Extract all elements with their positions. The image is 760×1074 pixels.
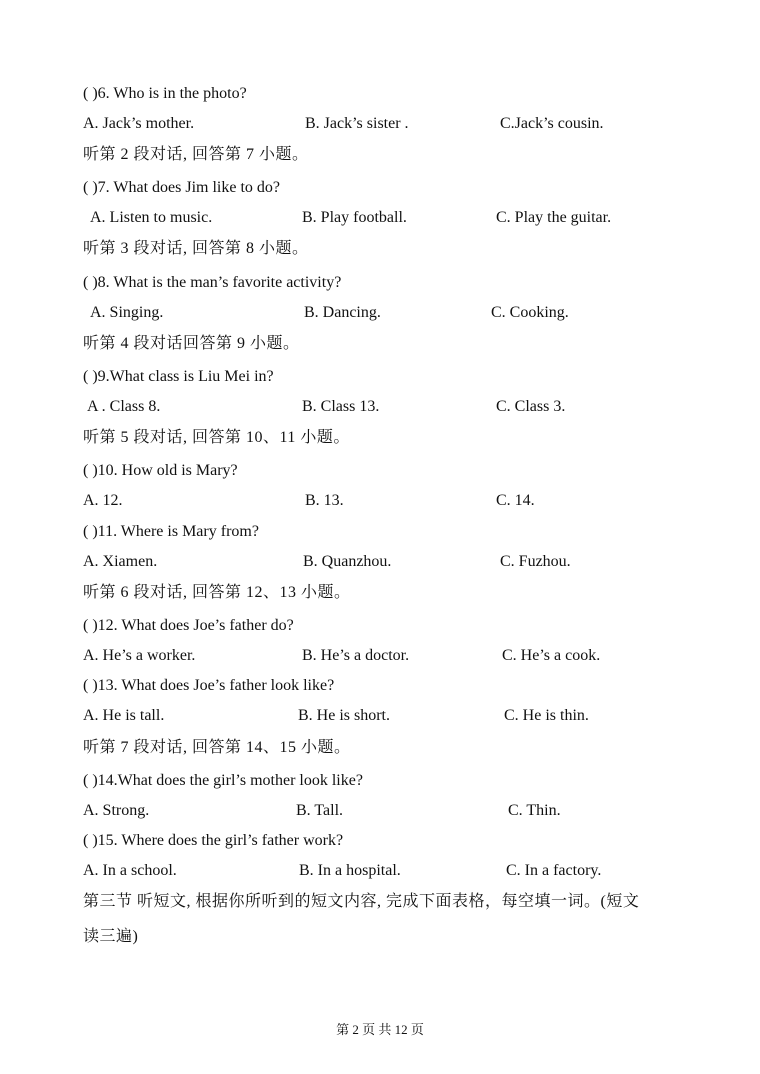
section-3-heading-cont: 读三遍) xyxy=(83,928,139,945)
question-11: ( )11. Where is Mary from? xyxy=(83,523,259,540)
question-15: ( )15. Where does the girl’s father work? xyxy=(83,832,344,849)
q10-option-a: A. 12. xyxy=(83,492,123,509)
instruction-dialogue-6: 听第 6 段对话, 回答第 12、13 小题。 xyxy=(83,584,351,601)
q12-option-c: C. He’s a cook. xyxy=(502,647,601,664)
q8-option-a: A. Singing. xyxy=(90,304,164,321)
q7-option-c: C. Play the guitar. xyxy=(496,209,612,226)
q15-option-b: B. In a hospital. xyxy=(299,862,401,879)
q14-option-a: A. Strong. xyxy=(83,802,150,819)
q11-option-b: B. Quanzhou. xyxy=(303,553,392,570)
q13-option-a: A. He is tall. xyxy=(83,707,165,724)
question-7: ( )7. What does Jim like to do? xyxy=(83,179,280,196)
instruction-dialogue-4: 听第 4 段对话回答第 9 小题。 xyxy=(83,335,300,352)
q8-option-c: C. Cooking. xyxy=(491,304,569,321)
question-10: ( )10. How old is Mary? xyxy=(83,462,238,479)
q7-option-b: B. Play football. xyxy=(302,209,407,226)
question-13: ( )13. What does Joe’s father look like? xyxy=(83,677,335,694)
q10-option-b: B. 13. xyxy=(305,492,344,509)
q15-option-a: A. In a school. xyxy=(83,862,177,879)
page-number-footer: 第 2 页 共 12 页 xyxy=(336,1022,424,1037)
q10-option-c: C. 14. xyxy=(496,492,535,509)
q7-option-a: A. Listen to music. xyxy=(90,209,213,226)
q6-option-a: A. Jack’s mother. xyxy=(83,115,195,132)
section-3-heading: 第三节 听短文, 根据你所听到的短文内容, 完成下面表格，每空填一词。(短文 xyxy=(83,893,640,910)
q14-option-c: C. Thin. xyxy=(508,802,561,819)
q13-option-b: B. He is short. xyxy=(298,707,390,724)
q8-option-b: B. Dancing. xyxy=(304,304,381,321)
q11-option-a: A. Xiamen. xyxy=(83,553,158,570)
q14-option-b: B. Tall. xyxy=(296,802,344,819)
q9-option-c: C. Class 3. xyxy=(496,398,566,415)
q9-option-b: B. Class 13. xyxy=(302,398,380,415)
q15-option-c: C. In a factory. xyxy=(506,862,602,879)
question-8: ( )8. What is the man’s favorite activity? xyxy=(83,274,342,291)
question-14: ( )14.What does the girl’s mother look like? xyxy=(83,772,363,789)
instruction-dialogue-3: 听第 3 段对话, 回答第 8 小题。 xyxy=(83,240,309,257)
question-6: ( )6. Who is in the photo? xyxy=(83,85,247,102)
question-9: ( )9.What class is Liu Mei in? xyxy=(83,368,274,385)
q12-option-a: A. He’s a worker. xyxy=(83,647,196,664)
instruction-dialogue-5: 听第 5 段对话, 回答第 10、11 小题。 xyxy=(83,429,350,446)
instruction-dialogue-7: 听第 7 段对话, 回答第 14、15 小题。 xyxy=(83,739,351,756)
instruction-dialogue-2: 听第 2 段对话, 回答第 7 小题。 xyxy=(83,146,309,163)
q9-option-a: A . Class 8. xyxy=(87,398,161,415)
question-12: ( )12. What does Joe’s father do? xyxy=(83,617,294,634)
q6-option-b: B. Jack’s sister . xyxy=(305,115,409,132)
q12-option-b: B. He’s a doctor. xyxy=(302,647,410,664)
q13-option-c: C. He is thin. xyxy=(504,707,589,724)
q6-option-c: C.Jack’s cousin. xyxy=(500,115,604,132)
q11-option-c: C. Fuzhou. xyxy=(500,553,571,570)
